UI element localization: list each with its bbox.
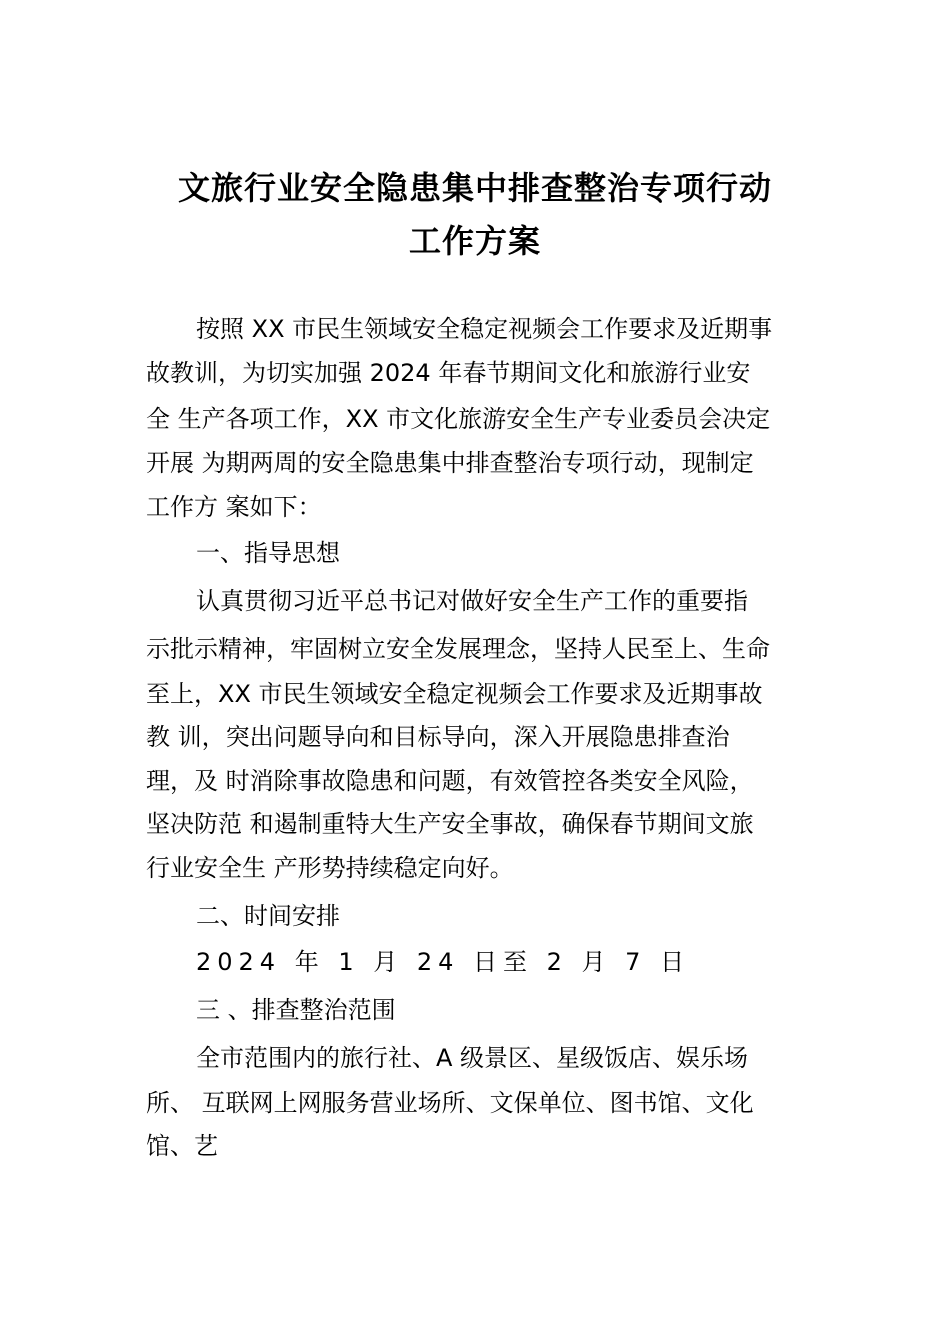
paragraph-3-line-1: 全市范围内的旅行社、A 级景区、星级饭店、娱乐场 (196, 1044, 749, 1072)
paragraph-2-line-3: 至上，XX 市民生领域安全稳定视频会工作要求及近期事故 (146, 680, 763, 708)
paragraph-1-line-1: 按照 XX 市民生领域安全稳定视频会工作要求及近期事 (196, 315, 773, 343)
paragraph-2-line-2: 示批示精神，牢固树立安全发展理念，坚持人民至上、生命 (146, 635, 770, 663)
schedule-dates: 2024 年 1 月 24 日至 2 月 7 日 (196, 948, 691, 976)
paragraph-1-line-2: 故教训，为切实加强 2024 年春节期间文化和旅游行业安 (146, 359, 751, 387)
paragraph-2-line-1: 认真贯彻习近平总书记对做好安全生产工作的重要指 (196, 587, 748, 615)
paragraph-2-line-7: 行业安全生 产形势持续稳定向好。 (146, 854, 514, 882)
paragraph-1-line-4: 开展 为期两周的安全隐患集中排查整治专项行动，现制定 (146, 449, 754, 477)
section-3-heading: 三 、排查整治范围 (196, 996, 396, 1024)
section-2-heading: 二、时间安排 (196, 902, 340, 930)
document-title-line-1: 文旅行业安全隐患集中排查整治专项行动 (177, 169, 772, 207)
paragraph-2-line-5: 理，及 时消除事故隐患和问题，有效管控各类安全风险， (146, 767, 754, 795)
paragraph-1-line-3: 全 生产各项工作，XX 市文化旅游安全生产专业委员会决定 (146, 405, 771, 433)
section-1-heading: 一、指导思想 (196, 539, 340, 567)
paragraph-1-line-5: 工作方 案如下： (146, 493, 322, 521)
document-title-line-2: 工作方案 (408, 222, 541, 260)
paragraph-2-line-4: 教 训，突出问题导向和目标导向，深入开展隐患排查治 (146, 723, 730, 751)
paragraph-2-line-6: 坚决防范 和遏制重特大生产安全事故，确保春节期间文旅 (146, 810, 754, 838)
paragraph-3-line-3: 馆、艺 (146, 1132, 218, 1160)
paragraph-3-line-2: 所、 互联网上网服务营业场所、文保单位、图书馆、文化 (146, 1089, 754, 1117)
